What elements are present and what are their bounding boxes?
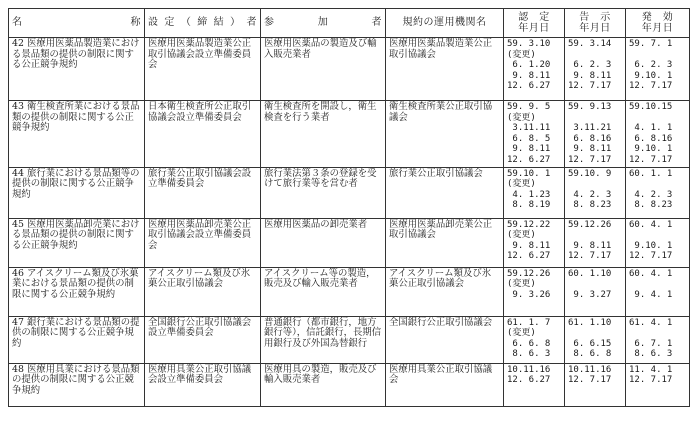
table-row (9, 218, 690, 267)
date-entry: 59. 9.13 (568, 102, 612, 112)
header-approval-bottom: 年月日 (518, 23, 550, 34)
date-entry: 12. 7.17 (629, 81, 673, 92)
effective-date-cell (626, 363, 690, 406)
date-entry: 6. 2. 3 (568, 60, 612, 71)
header-participant: 参 加 者 (261, 9, 386, 38)
table-row (9, 316, 690, 363)
table-body (9, 38, 690, 407)
rule-name-cell (9, 218, 145, 267)
effective-date-cell (626, 316, 690, 363)
rule-number: 48 (12, 363, 24, 375)
date-entry: 59. 3.14 (568, 39, 612, 49)
rule-name-cell (9, 363, 145, 406)
header-approval-top: 認 定 (518, 12, 550, 23)
date-entry: 3.11.21 (568, 123, 612, 134)
date-entry: 6. 8.16 (568, 133, 612, 144)
rule-number: 46 (12, 267, 24, 279)
table-row (9, 363, 690, 406)
date-entry (568, 113, 622, 124)
date-entry: (変更) (507, 328, 536, 339)
date-entry: 9. 8.11 (507, 240, 551, 251)
date-entry: 9. 4. 1 (629, 289, 673, 300)
rule-number: 47 (12, 316, 24, 328)
participant-cell: アイスクリーム等の製造，販売及び輸入販売業者 (261, 267, 386, 316)
setter-cell: 全国銀行公正取引協議会設立準備委員会 (145, 316, 261, 363)
date-entry: (変更) (507, 112, 536, 123)
org-cell: 旅行業公正取引協議会 (386, 167, 504, 218)
date-entry: 59.12.26 (568, 219, 612, 230)
notice-date-cell (565, 38, 626, 101)
date-entry: 9. 3.27 (568, 289, 612, 300)
date-entry (629, 50, 686, 61)
rule-name-cell (9, 101, 145, 168)
setter-cell: 医療用医薬品卸売業公正取引協議会設立準備委員会 (145, 218, 261, 267)
effective-date-cell (626, 38, 690, 101)
date-entry: 60. 4. 1 (629, 268, 673, 279)
date-entry: 4. 1.23 (507, 189, 551, 200)
participant-cell: 普通銀行（都市銀行，地方銀行等），信託銀行，長期信用銀行及び外国為替銀行 (261, 316, 386, 363)
rule-name: 医療用具業における景品類の提供の制限に関する公正競争規約 (12, 363, 140, 396)
date-entry: 12. 6.27 (507, 251, 551, 262)
org-cell: 全国銀行公正取引協議会 (386, 316, 504, 363)
date-entry: 3.11.11 (507, 123, 551, 134)
date-entry: 8. 8.23 (568, 200, 612, 211)
date-entry: 59.10. 1 (507, 168, 551, 179)
date-entry: 61. 1. 7 (507, 317, 551, 328)
date-entry (629, 328, 686, 339)
date-entry: 12. 7.17 (568, 81, 612, 92)
date-entry: 60. 1. 1 (629, 168, 673, 179)
date-entry: 12. 7.17 (629, 251, 673, 262)
rule-name-cell (9, 38, 145, 101)
date-entry: 59. 7. 1 (629, 39, 673, 49)
date-entry: 12. 7.17 (629, 154, 673, 165)
date-entry: 9. 3.26 (507, 289, 551, 300)
date-entry: (変更) (507, 49, 536, 60)
date-entry: 9. 8.11 (568, 144, 612, 155)
effective-date-cell (626, 218, 690, 267)
rule-number: 45 (12, 218, 24, 230)
regulations-table (8, 8, 690, 407)
participant-cell: 医療用具の製造，販売及び輸入販売業者 (261, 363, 386, 406)
header-effective-top: 発 効 (641, 12, 674, 23)
date-entry: (変更) (507, 279, 536, 290)
date-entry: 9. 8.11 (568, 70, 612, 81)
org-cell: 衛生検査所業公正取引協議会 (386, 101, 504, 168)
date-entry: 60. 4. 1 (629, 219, 673, 230)
date-entry: 10.11.16 (507, 364, 551, 375)
setter-cell: 旅行業公正取引協議会設立準備委員会 (145, 167, 261, 218)
date-entry (629, 279, 686, 290)
date-entry: 8. 8.23 (629, 200, 673, 211)
participant-cell: 旅行業法第３条の登録を受けて旅行業等を営む者 (261, 167, 386, 218)
date-entry: 59.12.26 (507, 268, 551, 279)
date-entry: 60. 1.10 (568, 268, 612, 279)
rule-name-cell (9, 267, 145, 316)
date-entry: 12. 6.27 (507, 154, 551, 165)
date-entry: 12. 7.17 (568, 375, 612, 386)
approval-date-cell (504, 38, 565, 101)
effective-date-cell (626, 267, 690, 316)
approval-date-cell (504, 101, 565, 168)
org-cell: 医療用医薬品卸売業公正取引協議会 (386, 218, 504, 267)
date-entry: 61. 4. 1 (629, 317, 673, 328)
setter-cell: 医療用医薬品製造業公正取引協議会設立準備委員会 (145, 38, 261, 101)
org-cell: アイスクリーム類及び氷菓公正取引協議会 (386, 267, 504, 316)
approval-date-cell (504, 363, 565, 406)
date-entry (568, 50, 622, 61)
org-cell: 医療用医薬品製造業公正取引協議会 (386, 38, 504, 101)
rule-name-cell (9, 167, 145, 218)
date-entry: 6. 2. 3 (629, 60, 673, 71)
header-effective-bottom: 年月日 (641, 23, 674, 34)
effective-date-cell (626, 167, 690, 218)
date-entry: 8. 6. 8 (568, 349, 612, 360)
rule-number: 44 (12, 167, 24, 179)
header-name: 名 称 (9, 9, 145, 38)
date-entry: 9.10. 1 (629, 144, 673, 155)
rule-name: 衛生検査所業における景品類の提供の制限に関する公正競争規約 (12, 101, 140, 134)
date-entry: 61. 1.10 (568, 317, 612, 328)
org-cell: 医療用具業公正取引協議会 (386, 363, 504, 406)
rule-name: 銀行業における景品類の提供の制限に関する公正競争規約 (12, 316, 140, 349)
notice-date-cell (565, 101, 626, 168)
effective-date-cell (626, 101, 690, 168)
date-entry: 12. 7.17 (568, 154, 612, 165)
date-entry: 10.11.16 (568, 364, 612, 375)
header-notice-bottom: 年月日 (579, 23, 611, 34)
rule-number: 43 (12, 101, 24, 112)
date-entry: 9.10. 1 (629, 240, 673, 251)
date-entry: 6. 1.20 (507, 60, 551, 71)
date-entry: 59.12.22 (507, 219, 551, 230)
table-row (9, 167, 690, 218)
participant-cell: 医療用医薬品の卸売業者 (261, 218, 386, 267)
setter-cell: アイスクリーム類及び氷菓公正取引協議会 (145, 267, 261, 316)
date-entry: (変更) (507, 179, 536, 190)
date-entry: 59. 3.10 (507, 39, 551, 49)
date-entry: 9. 8.11 (568, 240, 612, 251)
notice-date-cell (565, 167, 626, 218)
date-entry: 59. 9. 5 (507, 102, 551, 112)
date-entry (568, 279, 622, 290)
date-entry: 8. 8.19 (507, 200, 551, 211)
setter-cell: 日本衛生検査所公正取引協議会設立準備委員会 (145, 101, 261, 168)
header-effective (626, 9, 690, 38)
approval-date-cell (504, 218, 565, 267)
date-entry: 6. 8. 5 (507, 133, 551, 144)
date-entry (629, 179, 686, 190)
approval-date-cell (504, 316, 565, 363)
date-entry: (変更) (507, 230, 536, 241)
approval-date-cell (504, 267, 565, 316)
date-entry: 6. 6. 8 (507, 338, 551, 349)
header-notice-top: 告 示 (579, 12, 611, 23)
date-entry: 6. 8.16 (629, 133, 673, 144)
date-entry: 9.10. 1 (629, 70, 673, 81)
header-approval (504, 9, 565, 38)
date-entry (568, 328, 622, 339)
header-notice (565, 9, 626, 38)
date-entry: 8. 6. 3 (507, 349, 551, 360)
notice-date-cell (565, 267, 626, 316)
date-entry: 4. 2. 3 (568, 189, 612, 200)
date-entry: 59.10. 9 (568, 168, 612, 179)
date-entry (568, 230, 622, 241)
participant-cell: 医療用医薬品の製造及び輸入販売業者 (261, 38, 386, 101)
rule-name: アイスクリーム類及び氷菓業における景品類の提供の制限に関する公正競争規約 (12, 267, 139, 300)
date-entry: 6. 6.15 (568, 338, 612, 349)
rule-name: 旅行業における景品類等の提供の制限に関する公正競争規約 (12, 167, 140, 200)
table-header-row (9, 9, 690, 38)
setter-cell: 医療用具業公正取引協議会設立準備委員会 (145, 363, 261, 406)
date-entry: 11. 4. 1 (629, 364, 673, 375)
date-entry: 59.10.15 (629, 102, 673, 112)
date-entry: 12. 6.27 (507, 81, 551, 92)
header-setter: 設定（締結）者 (145, 9, 261, 38)
date-entry: 4. 2. 3 (629, 189, 673, 200)
header-org: 規約の運用機関名 (386, 9, 504, 38)
approval-date-cell (504, 167, 565, 218)
date-entry: 4. 1. 1 (629, 123, 673, 134)
date-entry: 6. 7. 1 (629, 338, 673, 349)
date-entry (629, 113, 686, 124)
rule-name: 医療用医薬品製造業における景品類の提供の制限に関する公正競争規約 (12, 38, 140, 71)
rule-number: 42 (12, 38, 24, 49)
date-entry: 12. 6.27 (507, 375, 551, 386)
table-row (9, 267, 690, 316)
date-entry: 8. 6. 3 (629, 349, 673, 360)
table-row (9, 38, 690, 101)
date-entry: 12. 7.17 (629, 375, 673, 386)
date-entry: 9. 8.11 (507, 70, 551, 81)
date-entry (568, 179, 622, 190)
date-entry: 12. 7.17 (568, 251, 612, 262)
date-entry (629, 230, 686, 241)
participant-cell: 衛生検査所を開設し，衛生検査を行う業者 (261, 101, 386, 168)
table-row (9, 101, 690, 168)
rule-name-cell (9, 316, 145, 363)
notice-date-cell (565, 316, 626, 363)
notice-date-cell (565, 218, 626, 267)
rule-name: 医療用医薬品卸売業における景品類の提供の制限に関する公正競争規約 (12, 218, 140, 251)
notice-date-cell (565, 363, 626, 406)
date-entry: 9. 8.11 (507, 144, 551, 155)
